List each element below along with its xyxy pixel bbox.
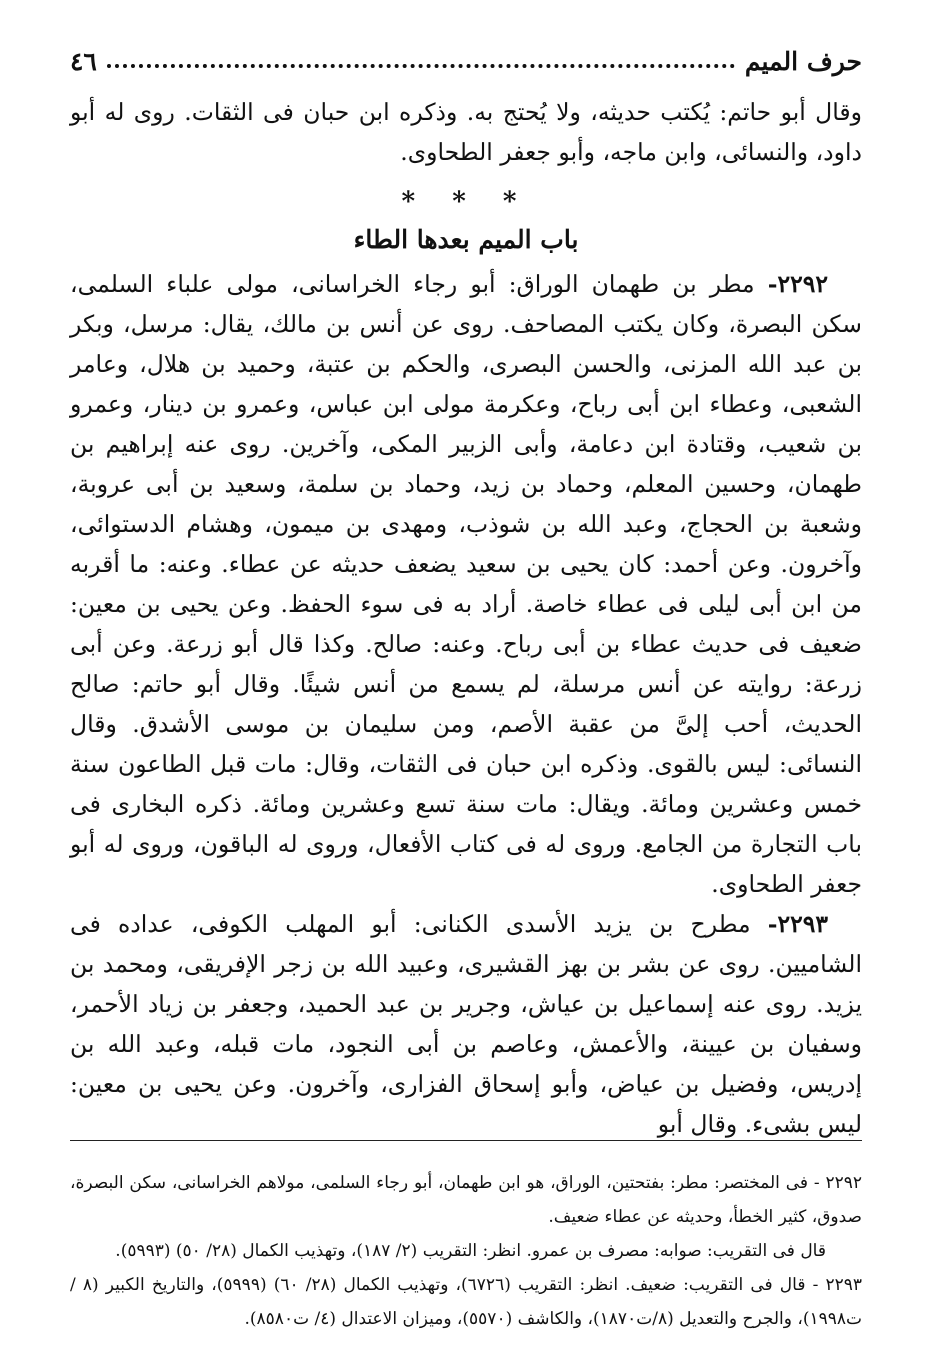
running-header	[70, 38, 862, 84]
chapter-title: حرف الميم	[744, 46, 862, 76]
book-page	[70, 38, 862, 1328]
footnote: قال فى التقريب: صوابه: مصرف بن عمرو. انظر: التقريب (٢/ ١٨٧)، وتهذيب الكمال (٢٨/ ٥٠) (٥٩٩٣).	[115, 1241, 826, 1261]
section-heading: باب الميم بعدها الطاء	[353, 225, 579, 254]
entry-paragraph	[70, 264, 862, 904]
footnote-divider	[70, 1140, 862, 1141]
entry-number: ٢٢٩٢-	[767, 270, 828, 298]
entry-paragraph	[70, 904, 862, 1144]
entry-text: مطرح بن يزيد الأسدى الكنانى: أبو المهلب الكوفى، عداده فى الشاميين. روى عن بشر بن بهز القشيرى، وعبيد الله بن زجر الإفريقى، ومحمد بن يزيد. روى عنه إسماعيل بن عياش، وجرير بن عبد الحميد، وجعفر بن زياد الأحمر، وسفيان بن عيينة، والأعمش، وعاصم بن أبى النجود، مات قبله، وعبد الله بن إدريس، وفضيل بن عياض، وأبو إسحاق الفزارى، وآخرون. وعن يحيى بن معين: ليس بشىء. وقال أبو	[70, 910, 862, 1138]
continuation-paragraph: وقال أبو حاتم: يُكتب حديثه، ولا يُحتج به. وذكره ابن حبان فى الثقات. روى له أبو داود، والنسائى، وابن ماجه، وأبو جعفر الطحاوى.	[70, 98, 862, 166]
footnote: ٢٢٩٢ - فى المختصر: مطر: بفتحتين، الوراق، هو ابن طهمان، أبو رجاء السلمى، مولاهم الخراسانى، سكن البصرة، صدوق، كثير الخطأ، وحديثه عن عطاء ضعيف.	[70, 1173, 862, 1227]
section-separator: * * *	[401, 187, 531, 217]
page-number: ٤٦	[70, 46, 97, 76]
footnotes	[70, 1166, 862, 1336]
entry-number: ٢٢٩٣-	[767, 910, 828, 938]
header-dot-leader	[107, 64, 735, 68]
footnote: ٢٢٩٣ - قال فى التقريب: ضعيف. انظر: التقريب (٦٧٢٦)، وتهذيب الكمال (٢٨/ ٦٠) (٥٩٩٩)، والتاريخ الكبير (٨ / ت١٩٩٨)، والجرح والتعديل (٨/ت١٨٧٠)، والكاشف (٥٥٧٠)، وميزان الاعتدال (٤/ ت٨٥٨٠).	[70, 1275, 862, 1329]
entry-text: مطر بن طهمان الوراق: أبو رجاء الخراسانى، مولى علباء السلمى، سكن البصرة، وكان يكتب المصاحف. روى عن أنس بن مالك، يقال: مرسل، وبكر بن عبد الله المزنى، والحسن البصرى، والحكم بن عتبة، وحميد بن هلال، وعامر الشعبى، وعطاء ابن أبى رباح، وعكرمة مولى ابن عباس، وعمرو بن دينار، وعمرو بن شعيب، وقتادة ابن دعامة، وأبى الزبير المكى، وآخرين. روى عنه إبراهيم بن طهمان، وحسين المعلم، وحماد بن زيد، وحماد بن سلمة، وسعيد بن أبى عروبة، وشعبة بن الحجاج، وعبد الله بن شوذب، ومهدى بن ميمون، وهشام الدستوائى، وآخرون. وعن أحمد: كان يحيى بن سعيد يضعف حديثه عن عطاء. وعنه: ما أقربه من ابن أبى ليلى فى عطاء خاصة. أراد به فى سوء الحفظ. وعن يحيى بن معين: ضعيف فى حديث عطاء بن أبى رباح. وعنه: صالح. وكذا قال أبو زرعة. وعن أبى زرعة: روايته عن أنس مرسلة، لم يسمع من أنس شيئًا. وقال أبو حاتم: صالح الحديث، أحب إلىَّ من عقبة الأصم، ومن سليمان بن موسى الأشدق. وقال النسائى: ليس بالقوى. وذكره ابن حبان فى الثقات، وقال: مات قبل الطاعون سنة خمس وعشرين ومائة. ويقال: مات سنة تسع وعشرين ومائة. ذكره البخارى فى باب التجارة من الجامع. وروى له فى كتاب الأفعال، وروى له الباقون، وروى له أبو جعفر الطحاوى.	[70, 270, 862, 898]
